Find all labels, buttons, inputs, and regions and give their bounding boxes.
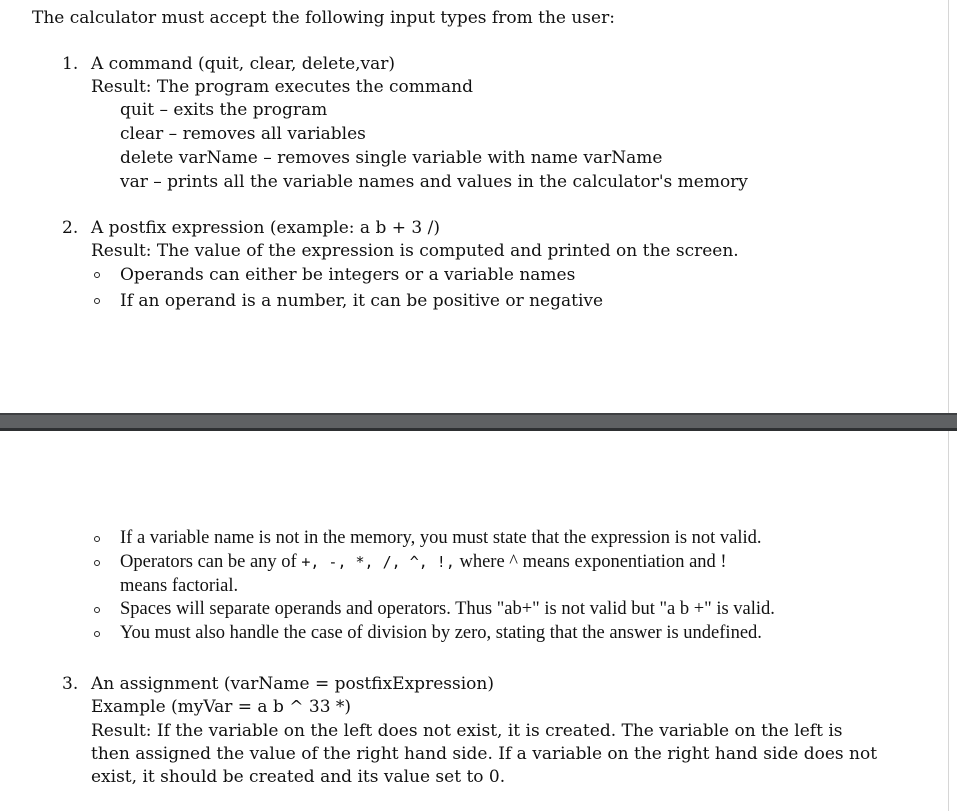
item2-result: Result: The value of the expression is computed and printed on the screen. bbox=[91, 241, 739, 261]
bullet-item: Spaces will separate operands and operators. Thus "ab+" is not valid but "a b +" is valid. bbox=[120, 599, 775, 619]
item3-example: Example (myVar = a b ^ 33 *) bbox=[91, 697, 352, 717]
item-number: 3. bbox=[62, 674, 79, 694]
page-heading: The calculator must accept the following input types from the user: bbox=[32, 8, 615, 28]
item1-result: Result: The program executes the command bbox=[91, 77, 474, 97]
item3-result-line: exist, it should be created and its value set to 0. bbox=[91, 767, 506, 787]
bullet-item: If an operand is a number, it can be positive or negative bbox=[120, 291, 604, 311]
bullet-icon bbox=[94, 607, 100, 613]
bullet-icon bbox=[94, 298, 100, 304]
bullet-icon bbox=[94, 631, 100, 637]
command-delete: delete varName – removes single variable with name varName bbox=[120, 148, 663, 168]
bullet-item-continuation: means factorial. bbox=[120, 576, 239, 596]
command-clear: clear – removes all variables bbox=[120, 124, 366, 144]
item-number: 2. bbox=[62, 218, 79, 238]
item-number: 1. bbox=[62, 54, 79, 74]
bullet-icon bbox=[94, 272, 100, 278]
item3-result-line: Result: If the variable on the left does not exist, it is created. The variable on the left is bbox=[91, 721, 843, 741]
item3-title: An assignment (varName = postfixExpression) bbox=[91, 674, 494, 694]
bullet-icon bbox=[94, 560, 100, 566]
bullet-item bbox=[120, 552, 727, 572]
page-separator bbox=[0, 413, 957, 431]
bullet-item: If a variable name is not in the memory, you must state that the expression is not valid. bbox=[120, 528, 762, 548]
bullet-item: Operands can either be integers or a variable names bbox=[120, 265, 576, 285]
command-var: var – prints all the variable names and values in the calculator's memory bbox=[120, 172, 748, 192]
operators-lead: Operators can be any of bbox=[120, 552, 302, 572]
bullet-item: You must also handle the case of division by zero, stating that the answer is undefined. bbox=[120, 623, 762, 643]
command-quit: quit – exits the program bbox=[120, 100, 328, 120]
bullet-icon bbox=[94, 536, 100, 542]
item2-title: A postfix expression (example: a b + 3 /) bbox=[91, 218, 440, 238]
operators-tail: where ^ means exponentiation and ! bbox=[454, 552, 727, 572]
item1-title: A command (quit, clear, delete,var) bbox=[91, 54, 396, 74]
document-page-2 bbox=[0, 431, 949, 811]
operators-list: +, -, *, /, ^, !, bbox=[301, 553, 455, 571]
item3-result-line: then assigned the value of the right hand side. If a variable on the right hand side does not bbox=[91, 744, 878, 764]
